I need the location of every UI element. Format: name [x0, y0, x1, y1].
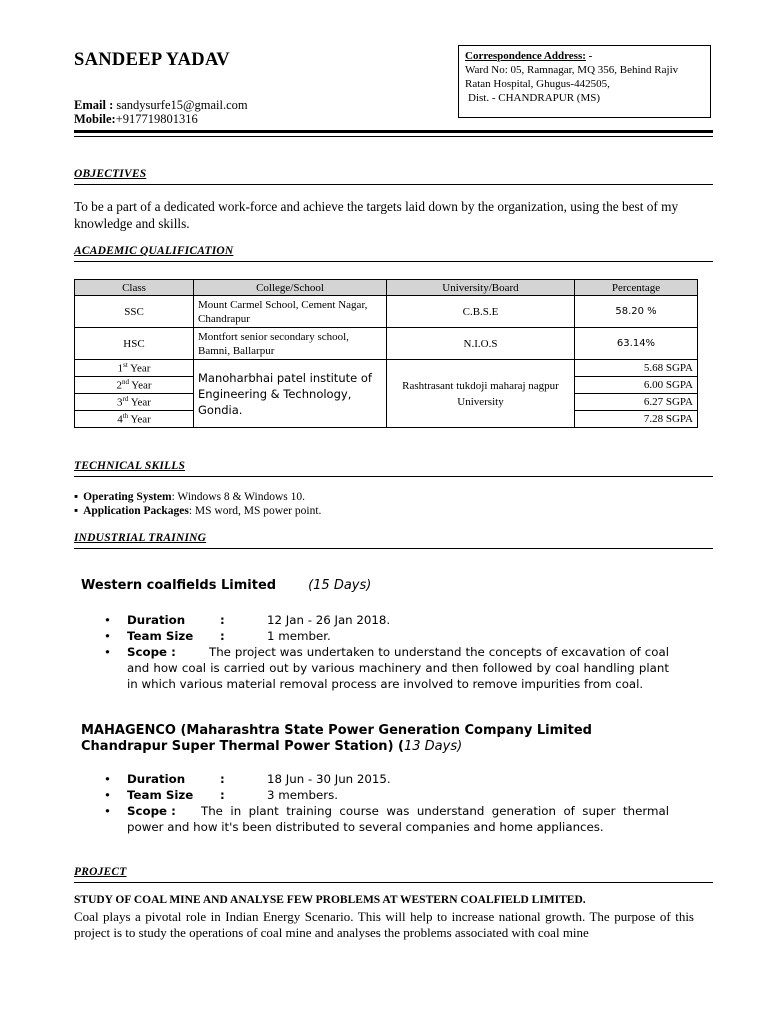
section-rule	[74, 476, 713, 477]
address-line: Ratan Hospital, Ghugus-442505,	[465, 78, 610, 90]
class-cell: 2nd Year	[75, 377, 194, 394]
section-rule	[74, 548, 713, 549]
table-row	[75, 328, 698, 360]
section-rule	[74, 261, 713, 262]
column-header: University/Board	[387, 280, 575, 296]
table-row	[75, 360, 698, 377]
address-line: Ward No: 05, Ramnagar, MQ 356, Behind Rajiv	[465, 64, 679, 76]
percentage-cell: 63.14%	[575, 328, 698, 360]
objectives-text: To be a part of a dedicated work-force and achieve the targets laid down by the organization, using the best of my knowledge and skills.	[74, 199, 679, 231]
sgpa-cell: 6.27 SGPA	[575, 394, 698, 411]
class-cell: 3rd Year	[75, 394, 194, 411]
list-item: ▪ Operating System: Windows 8 & Windows 10.	[74, 490, 321, 504]
section-rule	[74, 184, 713, 185]
project-text: Coal plays a pivotal role in Indian Energy Scenario. This will help to increase national growth. The purpose of this project is to study the operations of coal mine and analyses the problems associated with coal mine	[74, 909, 694, 940]
correspondence-address-box: Correspondence Address: - Ward No: 05, Ramnagar, MQ 356, Behind Rajiv Ratan Hospital, Ghugus-442505, Dist. - CHANDRAPUR (MS)	[458, 45, 711, 118]
sgpa-cell: 5.68 SGPA	[575, 360, 698, 377]
column-header: Class	[75, 280, 194, 296]
section-heading-project: PROJECT	[74, 866, 127, 878]
list-item: • Scope : The in plant training course was understand generation of super thermal power and how it's been distributed to several companies and home appliances.	[104, 803, 669, 835]
list-item: ▪ Application Packages: MS word, MS power point.	[74, 504, 321, 518]
candidate-name: SANDEEP YADAV	[74, 50, 230, 70]
university-cell: Rashtrasant tukdoji maharaj nagpur University	[387, 360, 575, 428]
college-cell: Manoharbhai patel institute of Engineering & Technology, Gondia.	[194, 360, 387, 428]
school-cell: Montfort senior secondary school, Bamni, Ballarpur	[194, 328, 387, 360]
list-item: • Team Size : 3 members.	[104, 787, 669, 803]
table-row	[75, 296, 698, 328]
board-cell: N.I.O.S	[387, 328, 575, 360]
class-cell: 1st Year	[75, 360, 194, 377]
skills-list	[74, 490, 321, 518]
header-divider-thin	[74, 136, 713, 137]
training-details	[104, 612, 669, 692]
training-title: Western coalfields Limited (15 Days)	[81, 578, 372, 593]
training-details	[104, 771, 669, 835]
address-line: Dist. - CHANDRAPUR (MS)	[468, 92, 601, 104]
section-heading-objectives: OBJECTIVES	[74, 168, 147, 180]
mobile-value: +917719801316	[115, 112, 198, 126]
class-cell: SSC	[75, 296, 194, 328]
column-header: College/School	[194, 280, 387, 296]
section-heading-industrial-training: INDUSTRIAL TRAINING	[74, 532, 207, 544]
mobile-line: Mobile:+917719801316	[74, 112, 198, 126]
section-heading-technical-skills: TECHNICAL SKILLS	[74, 460, 186, 472]
board-cell: C.B.S.E	[387, 296, 575, 328]
sgpa-cell: 6.00 SGPA	[575, 377, 698, 394]
list-item: • Duration : 12 Jan - 26 Jan 2018.	[104, 612, 669, 628]
school-cell: Mount Carmel School, Cement Nagar, Chandrapur	[194, 296, 387, 328]
email-line: Email : sandysurfe15@gmail.com	[74, 98, 248, 112]
sgpa-cell: 7.28 SGPA	[575, 411, 698, 428]
section-rule	[74, 882, 713, 883]
class-cell: HSC	[75, 328, 194, 360]
academic-table	[74, 279, 698, 428]
list-item: • Duration : 18 Jun - 30 Jun 2015.	[104, 771, 669, 787]
email-value: sandysurfe15@gmail.com	[116, 98, 248, 112]
contact-block	[74, 98, 248, 126]
project-title: STUDY OF COAL MINE AND ANALYSE FEW PROBLEMS AT WESTERN COALFIELD LIMITED.	[74, 894, 586, 906]
section-heading-academic: ACADEMIC QUALIFICATION	[74, 245, 234, 257]
class-cell: 4th Year	[75, 411, 194, 428]
list-item: • Team Size : 1 member.	[104, 628, 669, 644]
list-item: • Scope : The project was undertaken to understand the concepts of excavation of coal and how coal is carried out by various machinery and then followed by coal handling plant in which various material removal process are involved to remove impurities from coal.	[104, 644, 669, 692]
training-title: MAHAGENCO (Maharashtra State Power Generation Company Limited Chandrapur Super Thermal Power Station) (13 Days)	[81, 723, 592, 754]
address-heading: Correspondence Address:	[465, 50, 586, 62]
percentage-cell: 58.20 %	[575, 296, 698, 328]
header-divider	[74, 130, 713, 133]
column-header: Percentage	[575, 280, 698, 296]
table-header-row	[75, 280, 698, 296]
